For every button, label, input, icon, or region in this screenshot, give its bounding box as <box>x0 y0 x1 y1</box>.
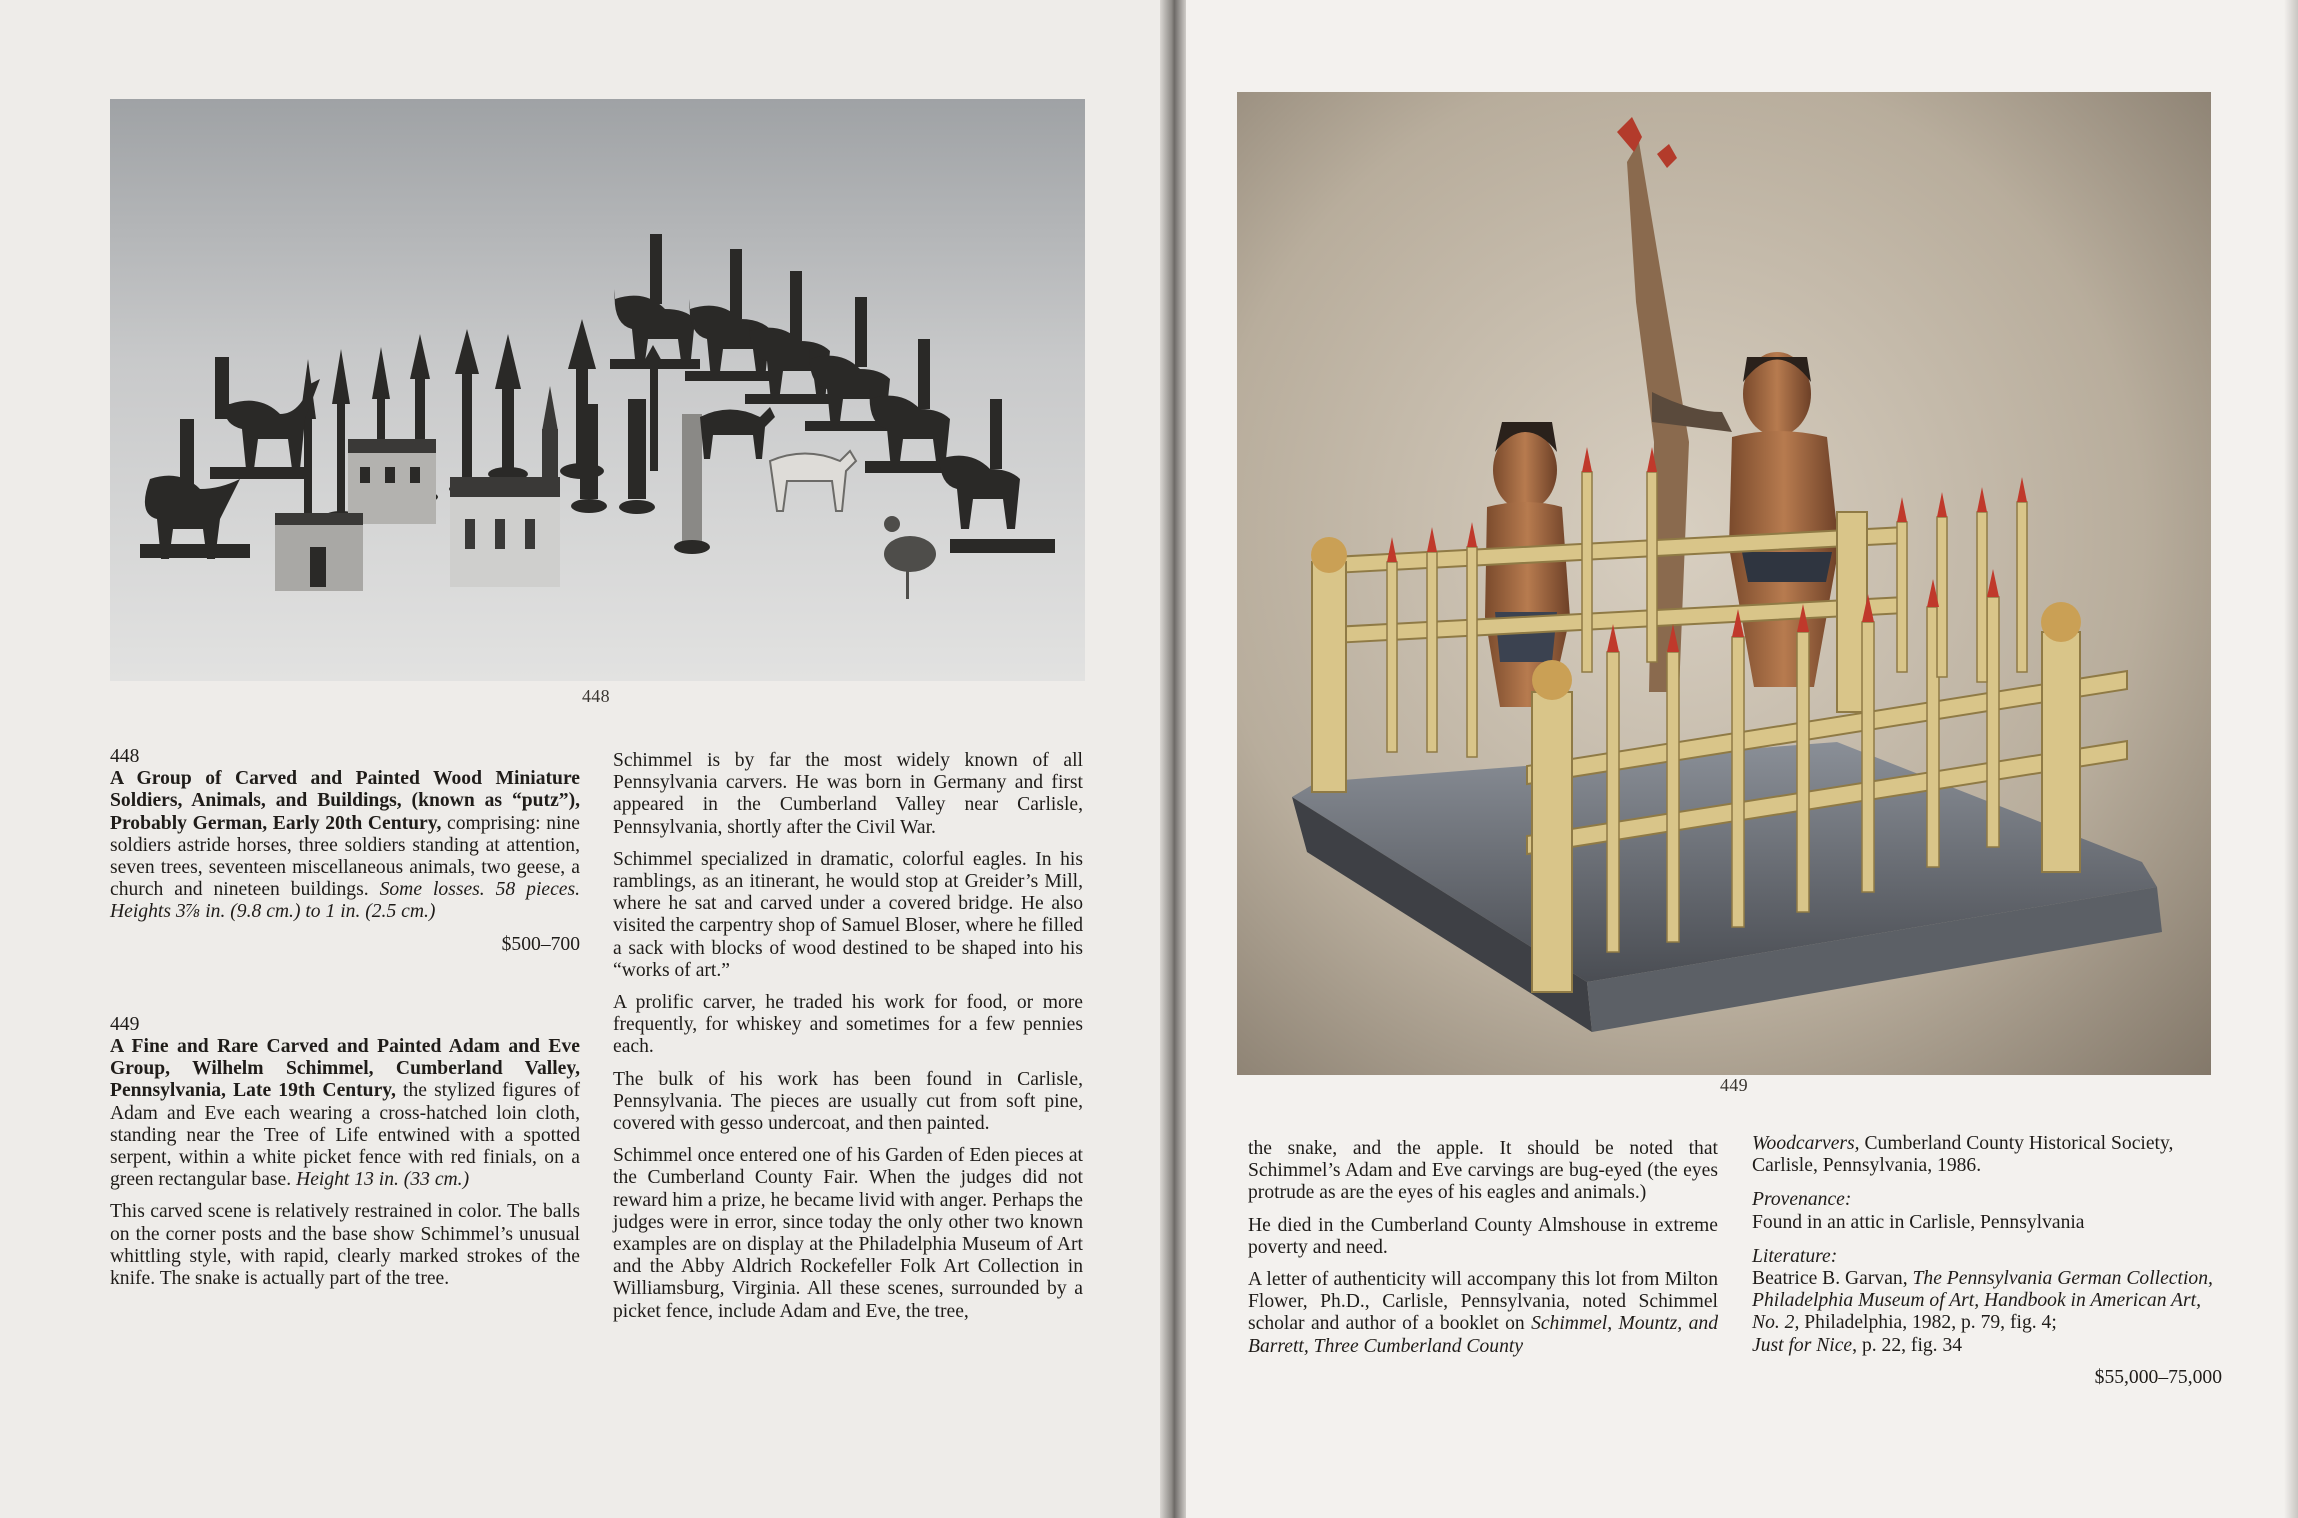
lot-449-paragraph: He died in the Cumberland County Almshouse in extreme poverty and need. <box>1248 1214 1718 1258</box>
lot-448-description: comprising: nine soldiers astride horses, three soldiers standing at attention, seven trees, seventeen miscellaneous animals, two geese, a church and nineteen buildings. <box>110 812 580 901</box>
publisher-text: Cumberland County Historical Society, Carlisle, Pennsylvania, 1986. <box>1752 1133 2174 1177</box>
lot-449-photo <box>1237 92 2211 1075</box>
provenance-text: Found in an attic in Carlisle, Pennsylvania <box>1752 1211 2085 1233</box>
text-column-2 <box>613 750 1083 1333</box>
figure-number-448: 448 <box>582 686 610 706</box>
lot-448-estimate: $500–700 <box>501 933 580 955</box>
lot-449-paragraph: Schimmel specialized in dramatic, colorful eagles. In his ramblings, as an itinerant, he would stop at Greider’s Mill, where he sat and carved under a covered bridge. He also visited the carpentry shop of Samuel Bloser, where he filled a sack with blocks of wood destined to be shaped into his “works of art.” <box>613 848 1083 981</box>
lot-449-paragraph <box>1248 1269 1718 1358</box>
spacer <box>110 956 580 1014</box>
lot-449-title: A Fine and Rare Carved and Painted Adam and Eve Group, Wilhelm Schimmel, Cumberland Valley, Pennsylvania, Late 19th Century, <box>110 1036 580 1102</box>
lot-449-paragraph: The bulk of his work has been found in Carlisle, Pennsylvania. The pieces are usually cut from soft pine, covered with gesso undercoat, and then painted. <box>613 1068 1083 1135</box>
lot-448-entry <box>110 768 580 923</box>
lot-number-449: 449 <box>110 1013 140 1035</box>
literature-details-2: , p. 22, fig. 34 <box>1852 1334 1963 1356</box>
lot-448-title: A Group of Carved and Painted Wood Miniature Soldiers, Animals, and Buildings, (known as “putz”), Probably German, Early 20th Century, <box>110 768 580 834</box>
text-column-4 <box>1752 1133 2222 1389</box>
lot-449-paragraph: A prolific carver, he traded his work for food, or more frequently, for whiskey and sometimes for a few pennies each. <box>613 992 1083 1058</box>
lot-449-estimate: $55,000–75,000 <box>2094 1366 2222 1388</box>
lot-449-paragraph <box>1752 1133 2222 1177</box>
literature-author: Beatrice B. Garvan, <box>1752 1268 1913 1290</box>
lot-449-paragraph: the snake, and the apple. It should be noted that Schimmel’s Adam and Eve carvings are bug-eyed (the eyes protrude as are the eyes of his eagles and animals.) <box>1248 1138 1718 1204</box>
literature-entry <box>1752 1268 2222 1357</box>
booklet-title-cont: Woodcarvers, <box>1752 1133 1860 1154</box>
lot-449-entry <box>110 1036 580 1191</box>
literature-title: The Pennsylvania German Collection, Philadelphia Museum of Art, Handbook in American Art, No. 2, <box>1752 1268 2213 1334</box>
lot-449-paragraph: Schimmel once entered one of his Garden of Eden pieces at the Cumberland County Fair. When the judges did not reward him a prize, he became livid with anger. Perhaps the judges were in error, since today the only other two known examples are on display at the Philadelphia Museum of Art and the Abby Aldrich Rockefeller Folk Art Collection in Williamsburg, Virginia. All these scenes, surrounded by a picket fence, include Adam and Eve, the tree, <box>613 1145 1083 1322</box>
lot-449-description: the stylized figures of Adam and Eve each wearing a cross-hatched loin cloth, standing near the Tree of Life entwined with a spotted serpent, within a white picket fence with red finials, on a green rectangular base. <box>110 1080 580 1191</box>
lot-449-paragraph: Schimmel is by far the most widely known of all Pennsylvania carvers. He was born in Germany and first appeared in the Cumberland Valley near Carlisle, Pennsylvania, shortly after the Civil War. <box>613 750 1083 838</box>
figure-number-449: 449 <box>1720 1075 1748 1095</box>
booklet-title: Schimmel, Mountz, and Barrett, Three Cumberland County <box>1248 1313 1718 1357</box>
lot-449-dimensions: Height 13 in. (33 cm.) <box>296 1169 470 1191</box>
page-edge <box>2284 0 2298 1518</box>
text-column-3 <box>1248 1138 1718 1368</box>
provenance-label: Provenance: <box>1752 1189 1852 1211</box>
text-column-1 <box>110 746 580 1300</box>
lot-448-photo <box>110 99 1085 681</box>
lot-448-condition: Some losses. 58 pieces. Heights 3⅞ in. (9.8 cm.) to 1 in. (2.5 cm.) <box>110 879 580 923</box>
book-gutter <box>1160 0 1186 1518</box>
literature-details: Philadelphia, 1982, p. 79, fig. 4; <box>1799 1312 2057 1334</box>
lot-449-paragraph: This carved scene is relatively restrained in color. The balls on the corner posts and the base show Schimmel’s unusual whittling style, with rapid, clearly marked strokes of the knife. The snake is actually part of the tree. <box>110 1201 580 1290</box>
literature-title-2: Just for Nice <box>1752 1334 1853 1356</box>
letter-text: A letter of authenticity will accompany this lot from Milton Flower, Ph.D., Carlisle, Pennsylvania, noted Schimmel scholar and author of a booklet on <box>1248 1269 1718 1335</box>
literature-label: Literature: <box>1752 1245 1838 1267</box>
lot-number-448: 448 <box>110 746 140 767</box>
